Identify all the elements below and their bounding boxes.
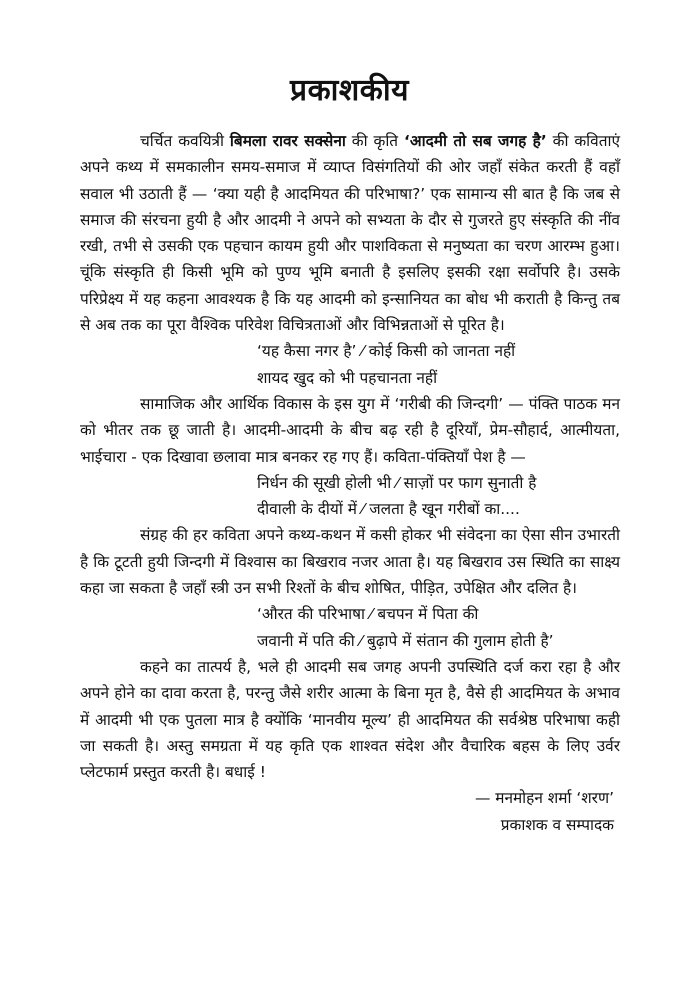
preface-body: [80, 128, 620, 838]
signature-role: प्रकाशक व सम्पादक: [500, 815, 614, 834]
paragraph-3: संग्रह की हर कविता अपने कथ्य-कथन में कसी होकर भी संवेदना का ऐसा सीन उभारती है कि टूटती हुयी जिन्दगी में विश्वास का बिखराव नजर आता है। यह बिखराव उस स्थिति का साक्ष्य कहा जा सकता है जहाँ स्त्री उन सभी रिश्तों के बीच शोषित, पीड़ित, उपेक्षित और दलित है।: [80, 526, 620, 598]
paragraph-1-intro: चर्चित कवयित्री: [140, 132, 230, 150]
verse-2-line-1: निर्धन की सूखी होली भी ⁄ साज़ों पर फाग सुनाती है: [257, 473, 537, 492]
signature-name: — मनमोहन शर्मा ‘शरण’: [474, 789, 614, 808]
verse-1-line-1: ‘यह कैसा नगर है’ ⁄ कोई किसी को जानता नहीं: [257, 342, 516, 361]
page-title: प्रकाशकीय: [290, 73, 409, 108]
paragraph-1: [80, 128, 620, 338]
paragraph-1-mid: की कृति: [345, 132, 404, 150]
verse-3-line-1: ‘औरत की परिभाषा ⁄ बचपन में पिता की: [257, 605, 479, 624]
author-name: बिमला रावर सक्सेना: [229, 132, 346, 150]
verse-3-line-2: जवानी में पति की ⁄ बुढ़ापे में संतान की गुलाम होती है’: [257, 631, 554, 650]
book-title: ‘आदमी तो सब जगह है’: [404, 132, 547, 150]
verse-1-line-2: शायद खुद को भी पहचानता नहीं: [257, 368, 438, 387]
verse-2-line-2: दीवाली के दीयों में ⁄ जलता है खून गरीबों का....: [257, 500, 520, 519]
paragraph-1-body: की कविताएं अपने कथ्य में समकालीन समय-समाज में व्याप्त विसंगतियों की ओर जहाँ संकेत करती हैं वहाँ सवाल भी उठाती हैं — ‘क्या यही है आदमियत की परिभाषा?’ एक सामान्य सी बात है कि जब से समाज की संरचना हुयी है और आदमी ने अपने को सभ्यता के दौर से गुजरते हुए संस्कृति की नींव रखी, तभी से उसकी एक पहचान कायम हुयी और पाशविकता से मनुष्यता का चरण आरम्भ हुआ। चूंकि संस्कृति ही किसी भूमि को पुण्य भूमि बनाती है इसलिए इसकी रक्षा सर्वोपरि है। उसके परिप्रेक्ष्य में यह कहना आवश्यक है कि यह आदमी को इन्सानियत का बोध भी कराती है किन्तु तब से अब तक का पूरा वैश्विक परिवेश विचित्रताओं और विभिन्नताओं से पूरित है।: [80, 132, 620, 335]
paragraph-2: सामाजिक और आर्थिक विकास के इस युग में ‘गरीबी की जिन्दगी’ — पंक्ति पाठक मन को भीतर तक छू जाती है। आदमी-आदमी के बीच बढ़ रही है दूरियाँ, प्रेम-सौहार्द, आत्मीयता, भाईचारा - एक दिखावा छलावा मात्र बनकर रह गए हैं। कविता-पंक्तियाँ पेश है —: [80, 394, 620, 466]
paragraph-4: कहने का तात्पर्य है, भले ही आदमी सब जगह अपनी उपस्थिति दर्ज करा रहा है और अपने होने का दावा करता है, परन्तु जैसे शरीर आत्मा के बिना मृत है, वैसे ही आदमियत के अभाव में आदमी भी एक पुतला मात्र है क्योंकि ‘मानवीय मूल्य’ ही आदमियत की सर्वश्रेष्ठ परिभाषा कही जा सकती है। अस्तु समग्रता में यह कृति एक शाश्वत संदेश और वैचारिक बहस के लिए उर्वर प्लेटफार्म प्रस्तुत करती है। बधाई !: [80, 657, 620, 782]
